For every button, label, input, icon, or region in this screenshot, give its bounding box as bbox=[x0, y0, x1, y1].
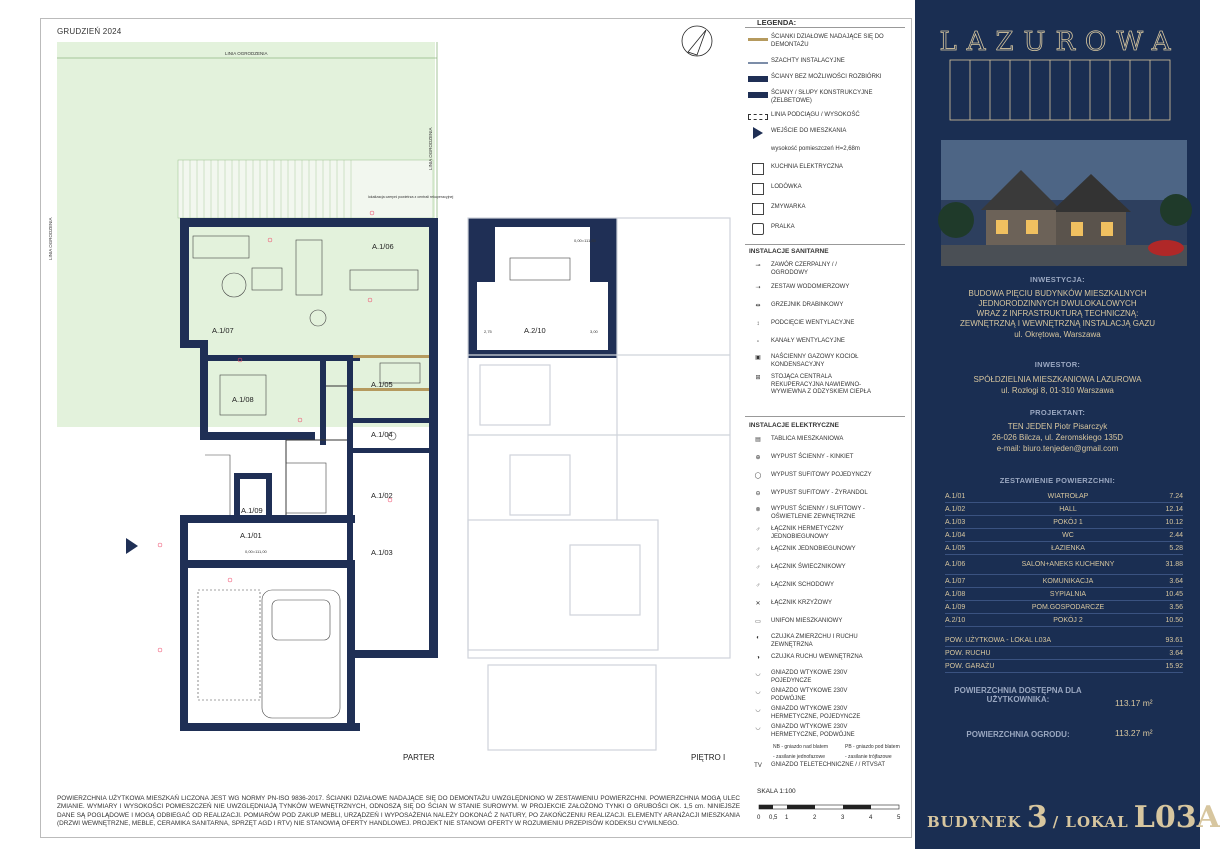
table-row: A.1/04 WC 2.44 bbox=[945, 529, 1183, 542]
footnote: POWIERZCHNIA UŻYTKOWA MIESZKAŃ LICZONA JEST WG NORMY PN-ISO 9836-2017. ŚCIANKI DZIAŁOWE NADAJĄCE SIĘ DO DEMONTAŻU UWZGLĘDNIONO W ZESTAWIENIU POWIERZCHNI. POWIERZCHNIA MOGĄ ULEC ZMIANIE. WYMIARY I WYSOKOŚCI POMIESZCZEŃ NIE UWZGLĘDNIAJĄ TYNKÓW WEWNĘTRZNYCH, ODNOSZĄ SIĘ DO ŚCIAN W STANIE SUROWYM. W PROJEKCIE ZAŁOŻONO TYNKI O GRUBOŚCI OK. 1,5 cm. NINIEJSZE DANE SĄ POGLĄDOWE I MOGĄ ODBIEGAĆ OD REALIZACJI. POMIARÓW POD ZAKUP MEBLI, URZĄDZEŃ I WYPOSAŻENIA NALEŻY DOKONAĆ Z NATURY, PO ZAKOŃCZENIU REALIZACJI. ELEMENTY ARANŻACJI MIESZKANIA (DRZWI WEWNĘTRZNE, MEBLE, CERAMIKA SANITARNA, SPRZĘT AGD I RTV) NIE STANOWIĄ OFERTY HANDLOWEJ. PROJEKT NIE STANOWI OFERTY W ROZUMIENIU PRZEPISÓW KODEKSU CYWILNEGO. bbox=[57, 795, 740, 827]
legend-row: KUCHNIA ELEKTRYCZNA bbox=[745, 164, 915, 174]
room-label-a108: A.1/08 bbox=[232, 395, 254, 404]
room-label-a106: A.1/06 bbox=[372, 242, 394, 251]
wall-light-icon: ⊕ bbox=[755, 455, 761, 462]
recuperator-icon: ⊞ bbox=[755, 375, 761, 382]
level-ground: 0,00=111,00 bbox=[245, 549, 267, 554]
legend-row: ZMYWARKA bbox=[745, 204, 915, 214]
scale-tick: 0,5 bbox=[769, 815, 778, 821]
legend-note-pb: PB - gniazdo pod blatem bbox=[845, 744, 900, 750]
legend-row: ▫ KANAŁY WENTYLACYJNE bbox=[745, 338, 915, 348]
legend-row: ♂ ŁĄCZNIK HERMETYCZNY JEDNOBIEGUNOWY bbox=[745, 526, 915, 541]
cross-switch-icon: ✕ bbox=[755, 601, 761, 608]
radiator-icon: ⇹ bbox=[755, 303, 761, 310]
legend-row: TV GNIAZDO TELETECHNICZNE / / RTVSAT bbox=[745, 762, 915, 772]
intercom-icon: ▭ bbox=[755, 619, 761, 626]
entrance-arrow-icon bbox=[126, 538, 138, 554]
investment-line: BUDOWA PIĘCIU BUDYNKÓW MIESZKALNYCH bbox=[968, 289, 1147, 298]
table-row: A.1/06 SALON+ANEKS KUCHENNY 31.88 bbox=[945, 555, 1183, 575]
legend-row: ♂ ŁĄCZNIK ŚWIECZNIKOWY bbox=[745, 564, 915, 574]
garden-area bbox=[57, 42, 435, 427]
room-label-a107: A.1/07 bbox=[212, 326, 234, 335]
outdoor-light-icon: ⊗ bbox=[755, 507, 761, 514]
meter-icon: ⇢ bbox=[755, 285, 761, 292]
room-label-a102: A.1/02 bbox=[371, 491, 393, 500]
scale-label: SKALA 1:100 bbox=[757, 788, 796, 795]
building-lokal-title bbox=[927, 800, 1220, 835]
terrace bbox=[178, 160, 433, 218]
legend-note-3f: - zasilanie trójfazowe bbox=[845, 754, 892, 760]
legend-row: ▭ UNIFON MIESZKANIOWY bbox=[745, 618, 915, 628]
total-row: POW. GARAŻU 15.92 bbox=[945, 660, 1183, 673]
investor-heading: INWESTOR: bbox=[1034, 360, 1081, 369]
socket-icon: ◡ bbox=[755, 671, 761, 678]
designer-line: e-mail: biuro.tenjeden@gmail.com bbox=[996, 444, 1119, 453]
floor-label-first: PIĘTRO I bbox=[691, 753, 726, 762]
table-row: A.1/01 WIATROŁAP 7.24 bbox=[945, 490, 1183, 503]
legend-row: ⊖ WYPUST SUFITOWY - ŻYRANDOL bbox=[745, 490, 915, 500]
scale-tick: 2 bbox=[813, 815, 817, 821]
fence-label-top: LINIA OGRODZENIA bbox=[225, 51, 268, 56]
level-mark-b: 3,00 bbox=[590, 329, 598, 334]
legend-row: ▣ NAŚCIENNY GAZOWY KOCIOŁ KONDENSACYJNY bbox=[745, 354, 915, 369]
double-socket-icon: ◡ bbox=[755, 689, 761, 696]
legend-note-1f: - zasilanie jednofazowe bbox=[773, 754, 825, 760]
designer-line: 26-026 Bilcza, ul. Żeromskiego 135D bbox=[991, 433, 1124, 442]
available-area-value: 113.17 m² bbox=[1115, 698, 1153, 708]
panel-icon: ▤ bbox=[755, 437, 761, 444]
room-label-a101: A.1/01 bbox=[240, 531, 262, 540]
legend-row: ↕ PODCIĘCIE WENTYLACYJNE bbox=[745, 320, 915, 330]
legend-row: PRALKA bbox=[745, 224, 915, 234]
floor-label-ground: PARTER bbox=[403, 753, 435, 762]
room-label-a109: A.1/09 bbox=[241, 506, 263, 515]
lokal-number: L03A bbox=[1133, 800, 1220, 835]
boiler-icon: ▣ bbox=[755, 355, 761, 362]
legend-row: ⇢ ZESTAW WODOMIERZOWY bbox=[745, 284, 915, 294]
legend-row: ⊸ ZAWÓR CZERPALNY / / OGRODOWY bbox=[745, 262, 915, 277]
legend-row: ✕ ŁĄCZNIK KRZYŻOWY bbox=[745, 600, 915, 610]
legend-title: LEGENDA: bbox=[757, 18, 797, 27]
table-row: A.2/10 POKÓJ 2 10.50 bbox=[945, 614, 1183, 627]
areas-heading: ZESTAWIENIE POWIERZCHNI: bbox=[999, 476, 1116, 485]
switch-icon: ♂ bbox=[755, 547, 761, 554]
investor-line: ul. Rozłogi 8, 01-310 Warszawa bbox=[1001, 386, 1114, 395]
room-label-a103: A.1/03 bbox=[371, 548, 393, 557]
investor-line: SPÓŁDZIELNIA MIESZKANIOWA LAZUROWA bbox=[973, 375, 1142, 384]
legend-row: SZACHTY INSTALACYJNE bbox=[745, 58, 915, 68]
legend-row: ♂ ŁĄCZNIK SCHODOWY bbox=[745, 582, 915, 592]
building-number: 3 bbox=[1026, 800, 1048, 835]
designer-line: TEN JEDEN Piotr Pisarczyk bbox=[1007, 422, 1108, 431]
hermetic-double-socket-icon: ◡ bbox=[755, 725, 761, 732]
table-row: A.1/09 POM.GOSPODARCZE 3.56 bbox=[945, 601, 1183, 614]
level-first: 0,00=111,85 bbox=[574, 238, 596, 243]
legend-row: ♂ ŁĄCZNIK JEDNOBIEGUNOWY bbox=[745, 546, 915, 556]
vent-duct-icon: ▫ bbox=[756, 339, 760, 346]
building-word: BUDYNEK bbox=[927, 813, 1022, 831]
legend-row: ◡ GNIAZDO WTYKOWE 230V PODWÓJNE bbox=[745, 688, 915, 703]
table-row: A.1/08 SYPIALNIA 10.45 bbox=[945, 588, 1183, 601]
scale-tick: 0 bbox=[757, 815, 761, 821]
floor-plan-drawing bbox=[40, 18, 745, 778]
table-row: A.1/05 ŁAZIENKA 5.28 bbox=[945, 542, 1183, 555]
intake-note: lokalizacja czerpni powietrza z centrali rekuperacyjnej bbox=[368, 195, 454, 199]
stove-icon bbox=[745, 164, 771, 174]
legend-row: LINIA PODCIĄGU / WYSOKOŚĆ bbox=[745, 112, 915, 122]
motion-sensor-icon: ◑ bbox=[756, 655, 760, 662]
legend-row: ⊕ WYPUST ŚCIENNY - KINKIET bbox=[745, 454, 915, 464]
legend-row: WEJŚCIE DO MIESZKANIA bbox=[745, 128, 915, 138]
total-row: POW. UŻYTKOWA - LOKAL L03A 93.61 bbox=[945, 634, 1183, 647]
info-panel bbox=[915, 0, 1220, 849]
brand-name: LAZUROWA bbox=[939, 27, 1181, 57]
level-mark-a: 2,75 bbox=[484, 329, 492, 334]
room-label-a210: A.2/10 bbox=[524, 326, 546, 335]
dishwasher-icon bbox=[745, 204, 771, 214]
legend-row: ◡ GNIAZDO WTYKOWE 230V HERMETYCZNE, PODWÓJNE bbox=[745, 724, 915, 739]
designer-heading: PROJEKTANT: bbox=[1029, 408, 1086, 417]
entry-arrow-icon bbox=[745, 128, 771, 138]
fridge-icon bbox=[745, 184, 771, 194]
table-row: A.1/02 HALL 12.14 bbox=[945, 503, 1183, 516]
scale-tick: 4 bbox=[869, 815, 873, 821]
table-row: A.1/03 POKÓJ 1 10.12 bbox=[945, 516, 1183, 529]
scale-tick: 5 bbox=[897, 815, 901, 821]
legend bbox=[745, 18, 915, 778]
available-area-label: POWIERZCHNIA DOSTĘPNA DLA UŻYTKOWNIKA: bbox=[954, 686, 1082, 704]
legend-row: ŚCIANY BEZ MOŻLIWOŚCI ROZBIÓRKI bbox=[745, 74, 915, 84]
scale-tick: 1 bbox=[785, 815, 789, 821]
ceiling-light-icon: ◯ bbox=[754, 473, 762, 480]
legend-row: ŚCIANY / SŁUPY KONSTRUKCYJNE (ŻELBETOWE) bbox=[745, 90, 915, 105]
fence-label-left: LINIA OGRODZENIA bbox=[48, 217, 53, 260]
legend-row: wysokość pomieszczeń H=2,68m bbox=[771, 146, 860, 152]
investment-line: WRAZ Z INFRASTRUKTURĄ TECHNICZNĄ: bbox=[976, 309, 1139, 318]
legend-row: ⊗ WYPUST ŚCIENNY / SUFITOWY - OŚWIETLENIE ZEWNĘTRZNE bbox=[745, 506, 915, 521]
scale-tick: 3 bbox=[841, 815, 845, 821]
investment-line: ZEWNĘTRZNĄ I WEWNĘTRZNĄ INSTALACJĄ GAZU bbox=[960, 319, 1155, 328]
legend-row: ◑ CZUJKA RUCHU WEWNĘTRZNA bbox=[745, 654, 915, 664]
north-arrow-icon bbox=[682, 26, 712, 56]
hermetic-socket-icon: ◡ bbox=[755, 707, 761, 714]
washer-icon bbox=[745, 224, 771, 234]
legend-row: ŚCIANKI DZIAŁOWE NADAJĄCE SIĘ DO DEMONTAŻU bbox=[745, 34, 915, 49]
total-row: POW. RUCHU 3.64 bbox=[945, 647, 1183, 660]
legend-row: ◡ GNIAZDO WTYKOWE 230V HERMETYCZNE, POJEDYNCZE bbox=[745, 706, 915, 721]
investment-heading: INWESTYCJA: bbox=[1030, 275, 1085, 284]
chandelier-switch-icon: ♂ bbox=[755, 565, 761, 572]
room-label-a105: A.1/05 bbox=[371, 380, 393, 389]
investment-line: JEDNORODZINNYCH DWULOKALOWYCH bbox=[978, 299, 1137, 308]
garden-area-label: POWIERZCHNIA OGRODU: bbox=[966, 730, 1070, 739]
hermetic-switch-icon: ♂ bbox=[755, 527, 761, 534]
lokal-word: / LOKAL bbox=[1052, 813, 1129, 831]
table-row: A.1/07 KOMUNIKACJA 3.64 bbox=[945, 575, 1183, 588]
legend-electric-title: INSTALACJE ELEKTRYCZNE bbox=[749, 422, 839, 429]
investment-line: ul. Okrętowa, Warszawa bbox=[1014, 330, 1101, 339]
vent-cut-icon: ↕ bbox=[756, 321, 760, 328]
building-rendering bbox=[941, 140, 1187, 266]
legend-row: LODÓWKA bbox=[745, 184, 915, 194]
chandelier-icon: ⊖ bbox=[755, 491, 761, 498]
legend-sanitary-title: INSTALACJE SANITARNE bbox=[749, 248, 829, 255]
brand-logo bbox=[940, 20, 1180, 130]
date-label: GRUDZIEŃ 2024 bbox=[57, 27, 122, 36]
room-label-a104: A.1/04 bbox=[371, 430, 393, 439]
legend-note-nb: NB - gniazdo nad blatem bbox=[773, 744, 829, 750]
stair-switch-icon: ♂ bbox=[755, 583, 761, 590]
dusk-sensor-icon: ◐ bbox=[756, 635, 760, 642]
legend-row: ▤ TABLICA MIESZKANIOWA bbox=[745, 436, 915, 446]
tv-socket-icon: TV bbox=[754, 763, 762, 770]
scale-bar bbox=[757, 788, 907, 823]
valve-icon: ⊸ bbox=[755, 263, 761, 270]
legend-row: ◯ WYPUST SUFITOWY POJEDYNCZY bbox=[745, 472, 915, 482]
fence-label-right: LINIA OGRODZENIA bbox=[428, 127, 433, 170]
legend-row: ⊞ STOJĄCA CENTRALA REKUPERACYJNA NAWIEWNO-WYWIEWNA Z ODZYSKIEM CIEPŁA bbox=[745, 374, 915, 397]
legend-row: ◡ GNIAZDO WTYKOWE 230V POJEDYNCZE bbox=[745, 670, 915, 685]
legend-row: ⇹ GRZEJNIK DRABINKOWY bbox=[745, 302, 915, 312]
legend-row: ◐ CZUJKA ZMIERZCHU I RUCHU ZEWNĘTRZNA bbox=[745, 634, 915, 649]
garden-area-value: 113.27 m² bbox=[1115, 728, 1153, 738]
